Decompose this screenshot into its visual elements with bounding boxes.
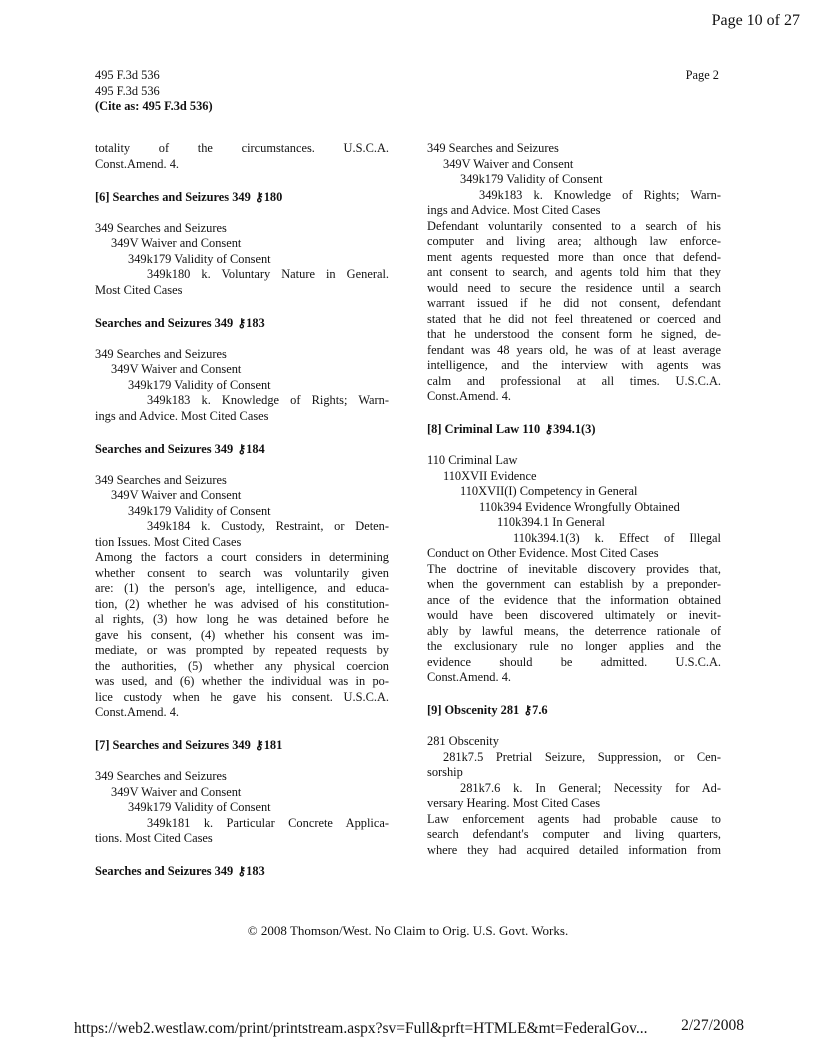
left-column	[95, 141, 389, 880]
heading-topic: [6] Searches and Seizures 349	[95, 189, 254, 204]
heading-key-number: 181	[263, 738, 283, 752]
text-line: was used, and (6) whether the individual was in po-	[95, 674, 389, 688]
heading-key-number: 180	[263, 189, 283, 204]
text-line: 349k179 Validity of Consent	[128, 251, 271, 266]
text-line: Among the factors a court considers in determining	[95, 550, 389, 564]
text-line: ings and Advice. Most Cited Cases	[427, 203, 601, 217]
heading-topic: Searches and Seizures 349	[95, 441, 237, 456]
key-number-heading	[95, 738, 389, 754]
heading-topic: Searches and Seizures 349	[95, 864, 237, 878]
spacer	[95, 298, 389, 314]
text-line: evidence should be admitted. U.S.C.A.	[427, 654, 721, 669]
text-line: 281k7.5 Pretrial Seizure, Suppression, or Cen-	[443, 749, 721, 764]
spacer	[95, 847, 389, 863]
text-line: ably by lawful means, the deterrence rationale of	[427, 623, 721, 638]
text-line: ment agents requested more than once that defend-	[427, 249, 721, 264]
heading-key-number: 7.6	[532, 703, 548, 717]
text-line: 281k7.6 k. In General; Necessity for Ad-	[460, 780, 721, 795]
copyright-notice: © 2008 Thomson/West. No Claim to Orig. U.S. Govt. Works.	[247, 923, 569, 938]
text-line: versary Hearing. Most Cited Cases	[427, 796, 601, 810]
text-line: would have been discovered ultimately or inevit-	[427, 608, 721, 622]
text-line: totality of the circumstances. U.S.C.A.	[95, 141, 389, 155]
text-line: ings and Advice. Most Cited Cases	[95, 408, 269, 423]
heading-topic: Searches and Seizures 349	[95, 315, 237, 330]
text-line: search defendant's computer and living quarters,	[427, 827, 721, 841]
text-line: 110 Criminal Law	[427, 453, 518, 467]
text-line: 349V Waiver and Consent	[111, 362, 242, 376]
text-line: 349k179 Validity of Consent	[128, 800, 271, 814]
text-line: 349k183 k. Knowledge of Rights; Warn-	[479, 187, 721, 202]
spacer	[427, 438, 721, 454]
spacer	[95, 331, 389, 347]
text-line: 349k179 Validity of Consent	[128, 377, 271, 392]
text-line: 110XVII Evidence	[443, 468, 537, 483]
spacer	[95, 754, 389, 770]
text-line: Defendant voluntarily consented to a search of his	[427, 218, 721, 233]
text-line: computer and living area; although law enforce-	[427, 234, 721, 248]
key-number-icon: ⚷	[237, 864, 246, 878]
text-line: ance of the evidence that the information obtained	[427, 592, 721, 607]
text-line: intelligence, and the interview with agents was	[427, 358, 721, 372]
key-number-icon: ⚷	[544, 422, 553, 436]
key-number-icon: ⚷	[237, 315, 246, 330]
right-column	[427, 141, 721, 858]
spacer	[95, 457, 389, 473]
text-line: tion, (2) whether he was advised of his constitution-	[95, 596, 389, 611]
key-number-heading	[427, 422, 721, 438]
heading-topic: [7] Searches and Seizures 349	[95, 738, 254, 752]
text-line: 110XVII(I) Competency in General	[460, 484, 638, 498]
heading-key-number: 394.1(3)	[553, 422, 596, 436]
text-line: lice custody when he gave his consent. U.S.C.A.	[95, 689, 389, 704]
text-line: 349 Searches and Seizures	[427, 141, 559, 155]
spacer	[95, 172, 389, 188]
text-line: fendant was 48 years old, he was of at least average	[427, 342, 721, 357]
text-line: 349k179 Validity of Consent	[460, 172, 603, 186]
text-line: 349 Searches and Seizures	[95, 220, 227, 235]
citation-block	[95, 68, 213, 115]
spacer	[95, 424, 389, 440]
citation-line: 495 F.3d 536	[95, 83, 160, 98]
text-line: sorship	[427, 765, 463, 779]
text-line: Const.Amend. 4.	[95, 705, 179, 719]
text-line: The doctrine of inevitable discovery provides that,	[427, 561, 721, 576]
heading-key-number: 183	[246, 315, 265, 330]
key-number-icon: ⚷	[237, 441, 246, 456]
text-line: that he understood the consent form he signed, de-	[427, 327, 721, 341]
spacer	[427, 686, 721, 702]
key-number-heading	[427, 703, 721, 719]
text-line: ant consent to search, and agents told him that they	[427, 265, 721, 279]
text-line: 349 Searches and Seizures	[95, 472, 227, 487]
text-line: Conduct on Other Evidence. Most Cited Cases	[427, 546, 659, 560]
inner-page-label: Page 2	[685, 68, 719, 82]
key-number-icon: ⚷	[523, 703, 532, 717]
text-line: Const.Amend. 4.	[95, 156, 179, 171]
heading-key-number: 183	[246, 864, 265, 878]
text-line: would need to secure the residence until a search	[427, 280, 721, 295]
text-line: whether consent to search was voluntarily given	[95, 565, 389, 580]
text-line: 349 Searches and Seizures	[95, 346, 227, 361]
key-number-icon: ⚷	[254, 189, 263, 204]
spacer	[95, 721, 389, 737]
spacer	[427, 405, 721, 421]
text-line: 349k183 k. Knowledge of Rights; Warn-	[147, 393, 389, 407]
text-line: are: (1) the person's age, intelligence, and educa-	[95, 581, 389, 595]
print-url: https://web2.westlaw.com/print/printstream.aspx?sv=Full&prft=HTMLE&mt=FederalGov...	[74, 1020, 648, 1037]
text-line: where they had acquired detailed information from	[427, 842, 721, 857]
text-line: when the government can establish by a preponder-	[427, 577, 721, 591]
text-line: gave his consent, (4) whether his consent was im-	[95, 627, 389, 642]
key-number-heading	[95, 864, 389, 880]
heading-topic: [9] Obscenity 281	[427, 703, 523, 717]
text-line: 349k180 k. Voluntary Nature in General.	[147, 267, 389, 281]
key-number-icon: ⚷	[254, 738, 263, 752]
text-line: 349k184 k. Custody, Restraint, or Deten-	[147, 519, 389, 533]
text-line: tion Issues. Most Cited Cases	[95, 534, 242, 549]
text-line: 110k394 Evidence Wrongfully Obtained	[479, 499, 680, 514]
citation-line: 495 F.3d 536	[95, 68, 160, 82]
text-line: the authorities, (5) whether any physical coercion	[95, 658, 389, 673]
text-line: 110k394.1(3) k. Effect of Illegal	[513, 530, 721, 545]
text-line: calm and professional at all times. U.S.C.A.	[427, 373, 721, 388]
text-line: stated that he did not feel threatened or coerced and	[427, 311, 721, 326]
text-line: Const.Amend. 4.	[427, 670, 511, 684]
heading-topic: [8] Criminal Law 110	[427, 422, 544, 436]
text-line: tions. Most Cited Cases	[95, 831, 213, 845]
print-date: 2/27/2008	[681, 1017, 744, 1034]
text-line: Const.Amend. 4.	[427, 389, 511, 403]
text-line: the exclusionary rule no longer applies and the	[427, 639, 721, 653]
text-line: 349k179 Validity of Consent	[128, 503, 271, 518]
text-line: mediate, or was prompted by repeated requests by	[95, 643, 389, 657]
text-line: 349V Waiver and Consent	[111, 236, 242, 250]
key-number-heading	[95, 190, 389, 206]
text-line: Law enforcement agents had probable cause to	[427, 811, 721, 826]
text-line: warrant issued if he did not consent, defendant	[427, 296, 721, 310]
text-line: 349V Waiver and Consent	[111, 488, 242, 502]
text-line: 349 Searches and Seizures	[95, 769, 227, 783]
cite-as-line: (Cite as: 495 F.3d 536)	[95, 99, 213, 113]
text-line: 281 Obscenity	[427, 734, 499, 748]
text-line: 349V Waiver and Consent	[111, 784, 242, 799]
spacer	[95, 205, 389, 221]
text-line: 349V Waiver and Consent	[443, 156, 574, 171]
heading-key-number: 184	[246, 441, 265, 456]
page-indicator: Page 10 of 27	[711, 12, 800, 29]
text-line: 110k394.1 In General	[497, 515, 605, 529]
key-number-heading	[95, 316, 389, 332]
key-number-heading	[95, 442, 389, 458]
text-line: 349k181 k. Particular Concrete Applica-	[147, 815, 389, 830]
text-line: Most Cited Cases	[95, 282, 183, 297]
spacer	[427, 719, 721, 735]
text-line: al rights, (3) how long he was detained before he	[95, 612, 389, 626]
